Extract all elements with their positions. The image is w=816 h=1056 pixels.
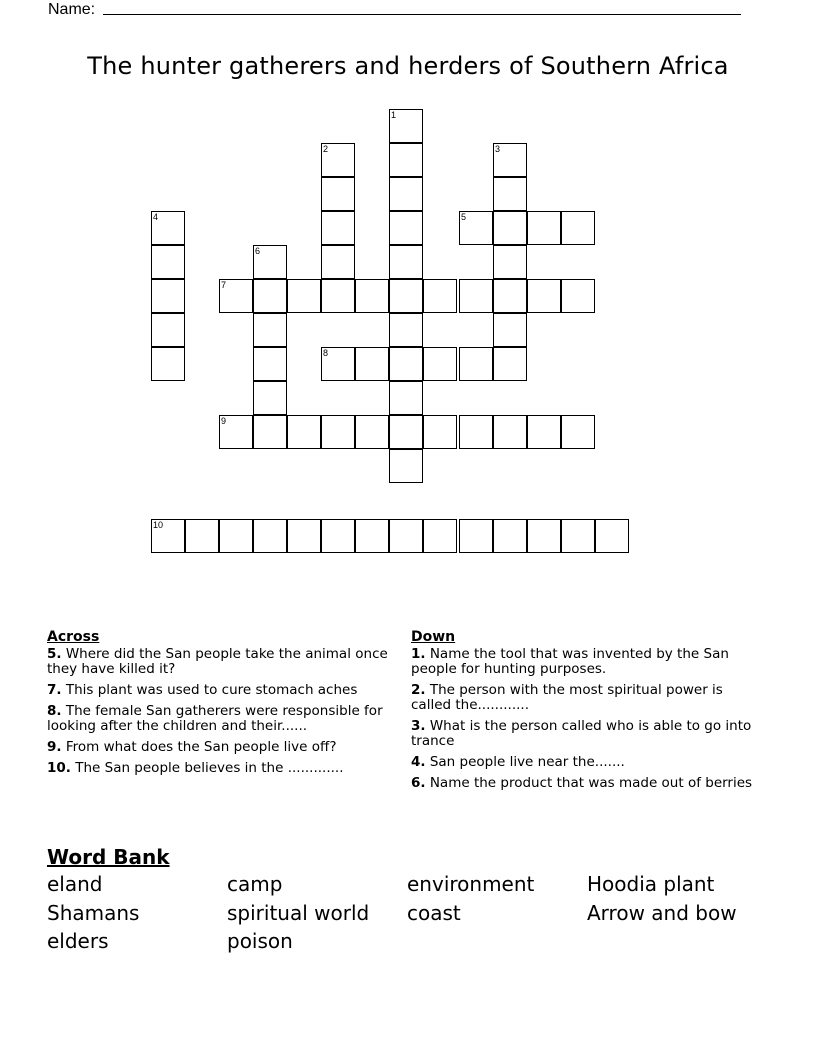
down-clue [411,647,756,677]
crossword-cell[interactable] [185,519,219,553]
down-clue [411,776,756,791]
cell-number: 4 [153,212,159,222]
crossword-cell[interactable] [151,279,185,313]
crossword-cell[interactable] [389,449,423,483]
crossword-cell[interactable] [595,519,629,553]
name-label: Name: [48,1,96,18]
crossword-cell[interactable] [527,415,561,449]
crossword-cell[interactable] [287,415,321,449]
crossword-cell[interactable] [321,245,355,279]
crossword-cell[interactable] [459,519,493,553]
across-clue [47,683,407,698]
crossword-cell[interactable] [389,211,423,245]
clue-text: What is the person called who is able to go into trance [411,718,752,749]
clue-number: 10. [47,760,71,776]
word-bank-item: eland [47,872,103,896]
word-bank-item: Shamans [47,900,140,925]
crossword-cell[interactable] [527,519,561,553]
across-clues [47,630,407,782]
crossword-cell[interactable] [423,279,457,313]
crossword-cell[interactable] [321,415,355,449]
crossword-cell[interactable] [389,143,423,177]
crossword-cell[interactable] [219,279,253,313]
crossword-cell[interactable] [253,279,287,313]
crossword-cell[interactable] [151,519,185,553]
down-clues [411,630,756,797]
clue-text: Where did the San people take the animal once they have killed it? [47,646,388,677]
cell-number: 9 [221,416,227,426]
crossword-cell[interactable] [389,519,423,553]
crossword-cell[interactable] [253,347,287,381]
clue-number: 9. [47,739,62,755]
word-bank-item: Hoodia plant [587,872,715,896]
crossword-cell[interactable] [527,279,561,313]
clue-text: Name the product that was made out of berries [429,775,753,791]
crossword-cell[interactable] [493,245,527,279]
crossword-cell[interactable] [423,415,457,449]
cell-number: 10 [153,520,164,530]
crossword-cell[interactable] [151,347,185,381]
word-bank-item: coast [407,900,461,925]
crossword-cell[interactable] [355,279,389,313]
crossword-cell[interactable] [423,519,457,553]
across-clue [47,704,407,734]
crossword-cell[interactable] [389,415,423,449]
crossword-cell[interactable] [151,313,185,347]
crossword-cell[interactable] [321,347,355,381]
clue-text: The female San gatherers were responsible for looking after the children and their...... [47,703,383,734]
crossword-cell[interactable] [253,381,287,415]
crossword-cell[interactable] [321,519,355,553]
crossword-cell[interactable] [493,313,527,347]
crossword-cell[interactable] [493,415,527,449]
crossword-cell[interactable] [493,347,527,381]
across-clue [47,647,407,677]
crossword-cell[interactable] [389,109,423,143]
crossword-cell[interactable] [253,415,287,449]
clue-number: 2. [411,682,426,698]
clue-number: 8. [47,703,62,719]
crossword-cell[interactable] [459,347,493,381]
crossword-cell[interactable] [493,177,527,211]
crossword-cell[interactable] [321,279,355,313]
crossword-cell[interactable] [355,347,389,381]
crossword-cell[interactable] [423,347,457,381]
cell-number: 2 [323,144,329,154]
across-clue [47,740,407,755]
crossword-cell[interactable] [389,313,423,347]
crossword-cell[interactable] [493,279,527,313]
cell-number: 7 [221,280,227,290]
down-clue [411,755,756,770]
across-heading: Across [47,629,100,645]
crossword-cell[interactable] [493,143,527,177]
crossword-cell[interactable] [459,279,493,313]
crossword-cell[interactable] [253,245,287,279]
crossword-cell[interactable] [493,211,527,245]
clue-number: 3. [411,718,426,734]
crossword-cell[interactable] [219,519,253,553]
crossword-cell[interactable] [253,313,287,347]
word-bank-title: Word Bank [47,845,170,869]
crossword-cell[interactable] [219,415,253,449]
word-bank [47,872,787,958]
cell-number: 3 [495,144,501,154]
down-heading: Down [411,629,456,645]
clue-text: The person with the most spiritual power is called the............ [411,682,723,713]
word-bank-item: camp [227,872,283,896]
crossword-cell[interactable] [561,519,595,553]
crossword-cell[interactable] [389,245,423,279]
crossword-cell[interactable] [389,279,423,313]
crossword-cell[interactable] [527,211,561,245]
cell-number: 5 [461,212,467,222]
crossword-cell[interactable] [321,177,355,211]
crossword-cell[interactable] [561,211,595,245]
across-clue [47,761,407,776]
word-bank-item: poison [227,929,293,953]
word-bank-item: elders [47,929,109,953]
page-title: The hunter gatherers and herders of Southern Africa [87,52,729,80]
word-bank-item: Arrow and bow [587,900,737,925]
crossword-cell[interactable] [321,143,355,177]
clue-number: 7. [47,682,62,698]
crossword-cell[interactable] [151,211,185,245]
crossword-cell[interactable] [287,279,321,313]
cell-number: 1 [391,110,397,120]
crossword-cell[interactable] [561,415,595,449]
down-clue [411,683,756,713]
word-bank-item: spiritual world [227,900,370,925]
crossword-cell[interactable] [355,519,389,553]
crossword-cell[interactable] [287,519,321,553]
crossword-cell[interactable] [389,381,423,415]
crossword-cell[interactable] [493,519,527,553]
crossword-cell[interactable] [389,177,423,211]
crossword-cell[interactable] [355,415,389,449]
crossword-cell[interactable] [389,347,423,381]
crossword-cell[interactable] [321,211,355,245]
crossword-cell[interactable] [459,415,493,449]
clue-number: 4. [411,754,426,770]
cell-number: 8 [323,348,329,358]
clue-text: This plant was used to cure stomach aches [65,682,358,698]
down-clue [411,719,756,749]
clue-text: Name the tool that was invented by the San people for hunting purposes. [411,646,729,677]
crossword-cell[interactable] [253,519,287,553]
clue-text: From what does the San people live off? [65,739,337,755]
clue-text: The San people believes in the ............. [75,760,344,776]
cell-number: 6 [255,246,261,256]
word-bank-item: environment [407,872,535,896]
clue-number: 6. [411,775,426,791]
crossword-cell[interactable] [459,211,493,245]
clue-number: 5. [47,646,62,662]
clue-text: San people live near the....... [429,754,625,770]
crossword-cell[interactable] [561,279,595,313]
clue-number: 1. [411,646,426,662]
crossword-cell[interactable] [151,245,185,279]
